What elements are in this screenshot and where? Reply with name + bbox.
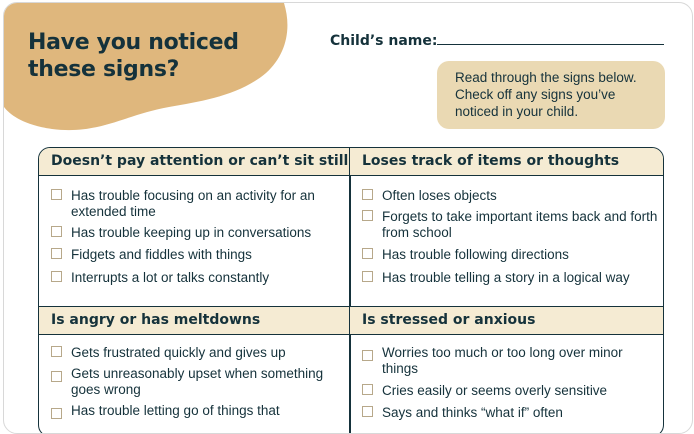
checkbox[interactable] <box>51 371 62 382</box>
list-item <box>362 247 658 263</box>
list-item <box>362 405 658 421</box>
checkbox[interactable] <box>362 350 373 361</box>
list-attention <box>51 188 341 286</box>
page-title <box>28 29 239 83</box>
instructions-box: Read through the signs below. Check off any signs you’ve noticed in your child. <box>437 61 665 129</box>
checkbox[interactable] <box>51 408 62 419</box>
list-stress <box>362 345 658 421</box>
item-text: Says and thinks “what if” often <box>382 405 563 420</box>
signs-grid <box>38 147 664 434</box>
checkbox[interactable] <box>362 210 373 221</box>
item-text: Has trouble focusing on an activity for an extended time <box>71 188 315 219</box>
list-item <box>362 188 658 204</box>
title-line-2: these signs? <box>28 57 180 82</box>
section-header-attention: Doesn’t pay attention or can’t sit still <box>39 148 349 176</box>
item-text: Gets unreasonably upset when something goes wrong <box>71 366 324 397</box>
item-text: Forgets to take important items back and forth from school <box>382 209 658 240</box>
list-item <box>51 225 341 241</box>
section-header-anger: Is angry or has meltdowns <box>39 306 349 335</box>
checkbox[interactable] <box>362 271 373 282</box>
item-text: Fidgets and fiddles with things <box>71 247 252 262</box>
section-header-stress: Is stressed or anxious <box>350 306 664 335</box>
checkbox[interactable] <box>51 189 62 200</box>
item-text: Worries too much or too long over minor things <box>382 345 623 376</box>
list-item <box>362 383 658 399</box>
checkbox[interactable] <box>51 226 62 237</box>
list-item <box>362 209 658 241</box>
item-text: Gets frustrated quickly and gives up <box>71 345 286 360</box>
checkbox[interactable] <box>51 346 62 357</box>
checkbox[interactable] <box>362 384 373 395</box>
list-item <box>51 188 341 220</box>
list-item <box>51 345 341 361</box>
checkbox[interactable] <box>362 248 373 259</box>
checkbox[interactable] <box>362 406 373 417</box>
checkbox[interactable] <box>51 248 62 259</box>
list-losing-track <box>362 188 658 286</box>
worksheet-card <box>3 2 693 434</box>
list-item <box>51 403 341 419</box>
list-item <box>51 247 341 263</box>
list-item <box>362 270 658 286</box>
checkbox[interactable] <box>51 271 62 282</box>
item-text: Interrupts a lot or talks constantly <box>71 270 270 285</box>
child-name-label: Child’s name: <box>330 33 438 49</box>
child-name-line[interactable] <box>437 44 664 45</box>
checkbox[interactable] <box>362 189 373 200</box>
item-text: Often loses objects <box>382 188 497 203</box>
column-divider <box>349 148 351 434</box>
list-item <box>362 345 658 377</box>
item-text: Has trouble keeping up in conversations <box>71 225 312 240</box>
list-item <box>51 270 341 286</box>
item-text: Has trouble following directions <box>382 247 569 262</box>
item-text: Cries easily or seems overly sensitive <box>382 383 608 398</box>
title-line-1: Have you noticed <box>28 30 239 55</box>
list-item <box>51 366 341 398</box>
child-name-field <box>330 32 437 50</box>
item-text: Has trouble telling a story in a logical way <box>382 270 630 285</box>
section-header-losing-track: Loses track of items or thoughts <box>350 148 664 176</box>
list-anger <box>51 345 341 419</box>
item-text: Has trouble letting go of things that <box>71 403 280 418</box>
